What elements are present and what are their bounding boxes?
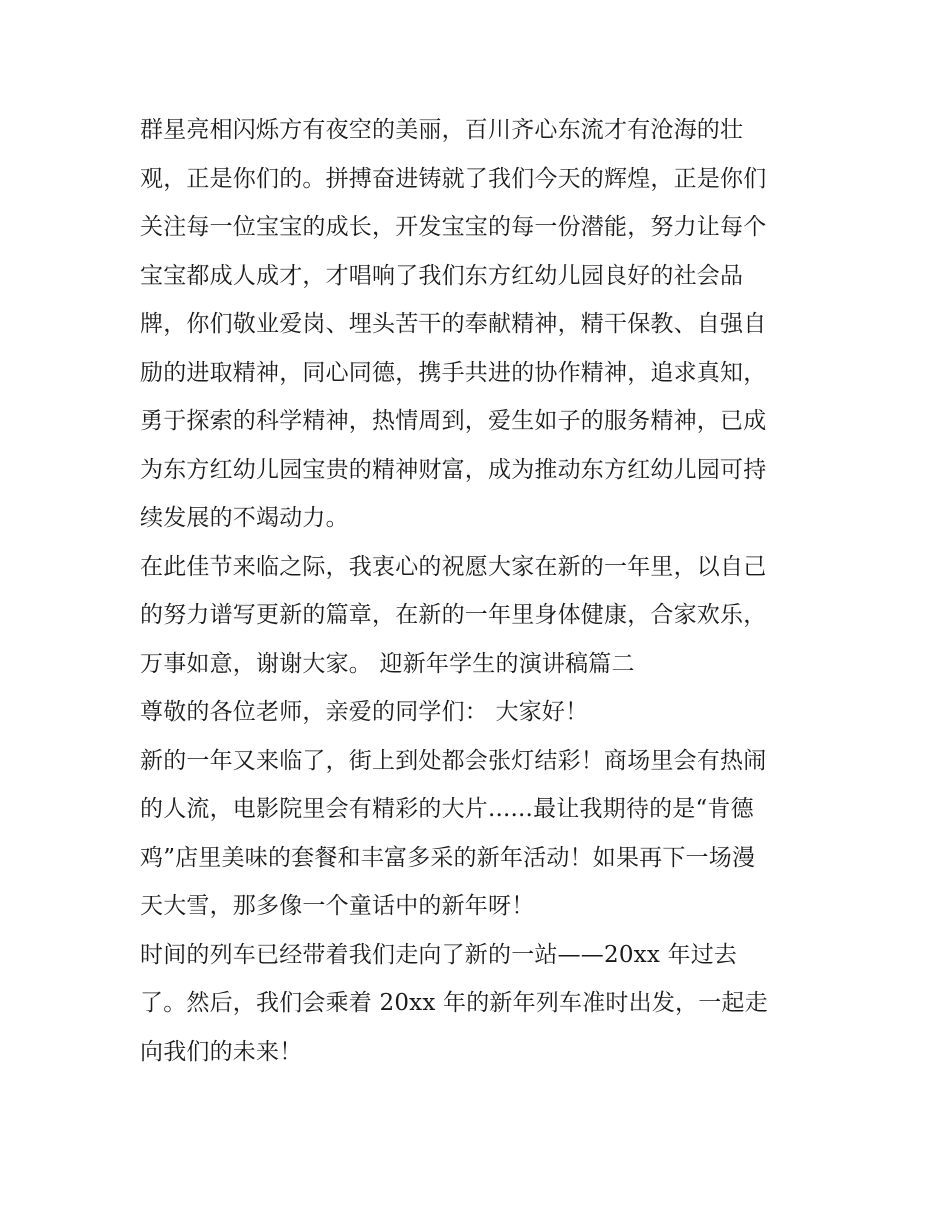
text-line: 续发展的不竭动力。 xyxy=(140,505,349,531)
text-line: 在此佳节来临之际，我衷心的祝愿大家在新的一年里，以自己 xyxy=(140,553,767,580)
text-line: 宝宝都成人成才，才唱响了我们东方红幼儿园良好的社会品 xyxy=(140,262,744,289)
text-line: 牌，你们敬业爱岗、埋头苦干的奉献精神，精干保教、自强自 xyxy=(140,311,767,337)
text-line: 万事如意，谢谢大家。 迎新年学生的演讲稿篇二 xyxy=(140,650,635,677)
text-line: 群星亮相闪烁方有夜空的美丽，百川齐心东流才有沧海的壮 xyxy=(140,117,744,143)
text-line: 勇于探索的科学精神，热情周到，爱生如子的服务精神，已成 xyxy=(140,408,767,434)
text-line: 的人流，电影院里会有精彩的大片......最让我期待的是“肯德 xyxy=(140,796,754,822)
text-line: 时间的列车已经带着我们走向了新的一站——20xx 年过去 xyxy=(140,941,738,968)
text-line: 向我们的未来！ xyxy=(140,1038,303,1065)
text-line: 尊敬的各位老师，亲爱的同学们： 大家好！ xyxy=(140,699,589,725)
text-line: 励的进取精神，同心同德，携手共进的协作精神，追求真知， xyxy=(140,359,767,386)
text-line: 鸡”店里美味的套餐和丰富多采的新年活动！如果再下一场漫 xyxy=(140,844,756,871)
text-line: 为东方红幼儿园宝贵的精神财富，成为推动东方红幼儿园可持 xyxy=(140,456,767,483)
text-line: 关注每一位宝宝的成长，开发宝宝的每一份潜能，努力让每个 xyxy=(140,214,767,240)
text-line: 了。然后，我们会乘着 20xx 年的新年列车准时出发，一起走 xyxy=(140,990,768,1016)
text-line: 天大雪，那多像一个童话中的新年呀！ xyxy=(140,893,535,919)
text-line: 新的一年又来临了，街上到处都会张灯结彩！商场里会有热闹 xyxy=(140,747,767,774)
body-text xyxy=(140,106,820,1076)
text-line: 的努力谱写更新的篇章，在新的一年里身体健康，合家欢乐， xyxy=(140,602,767,628)
text-line: 观，正是你们的。拼搏奋进铸就了我们今天的辉煌，正是你们 xyxy=(140,165,767,192)
